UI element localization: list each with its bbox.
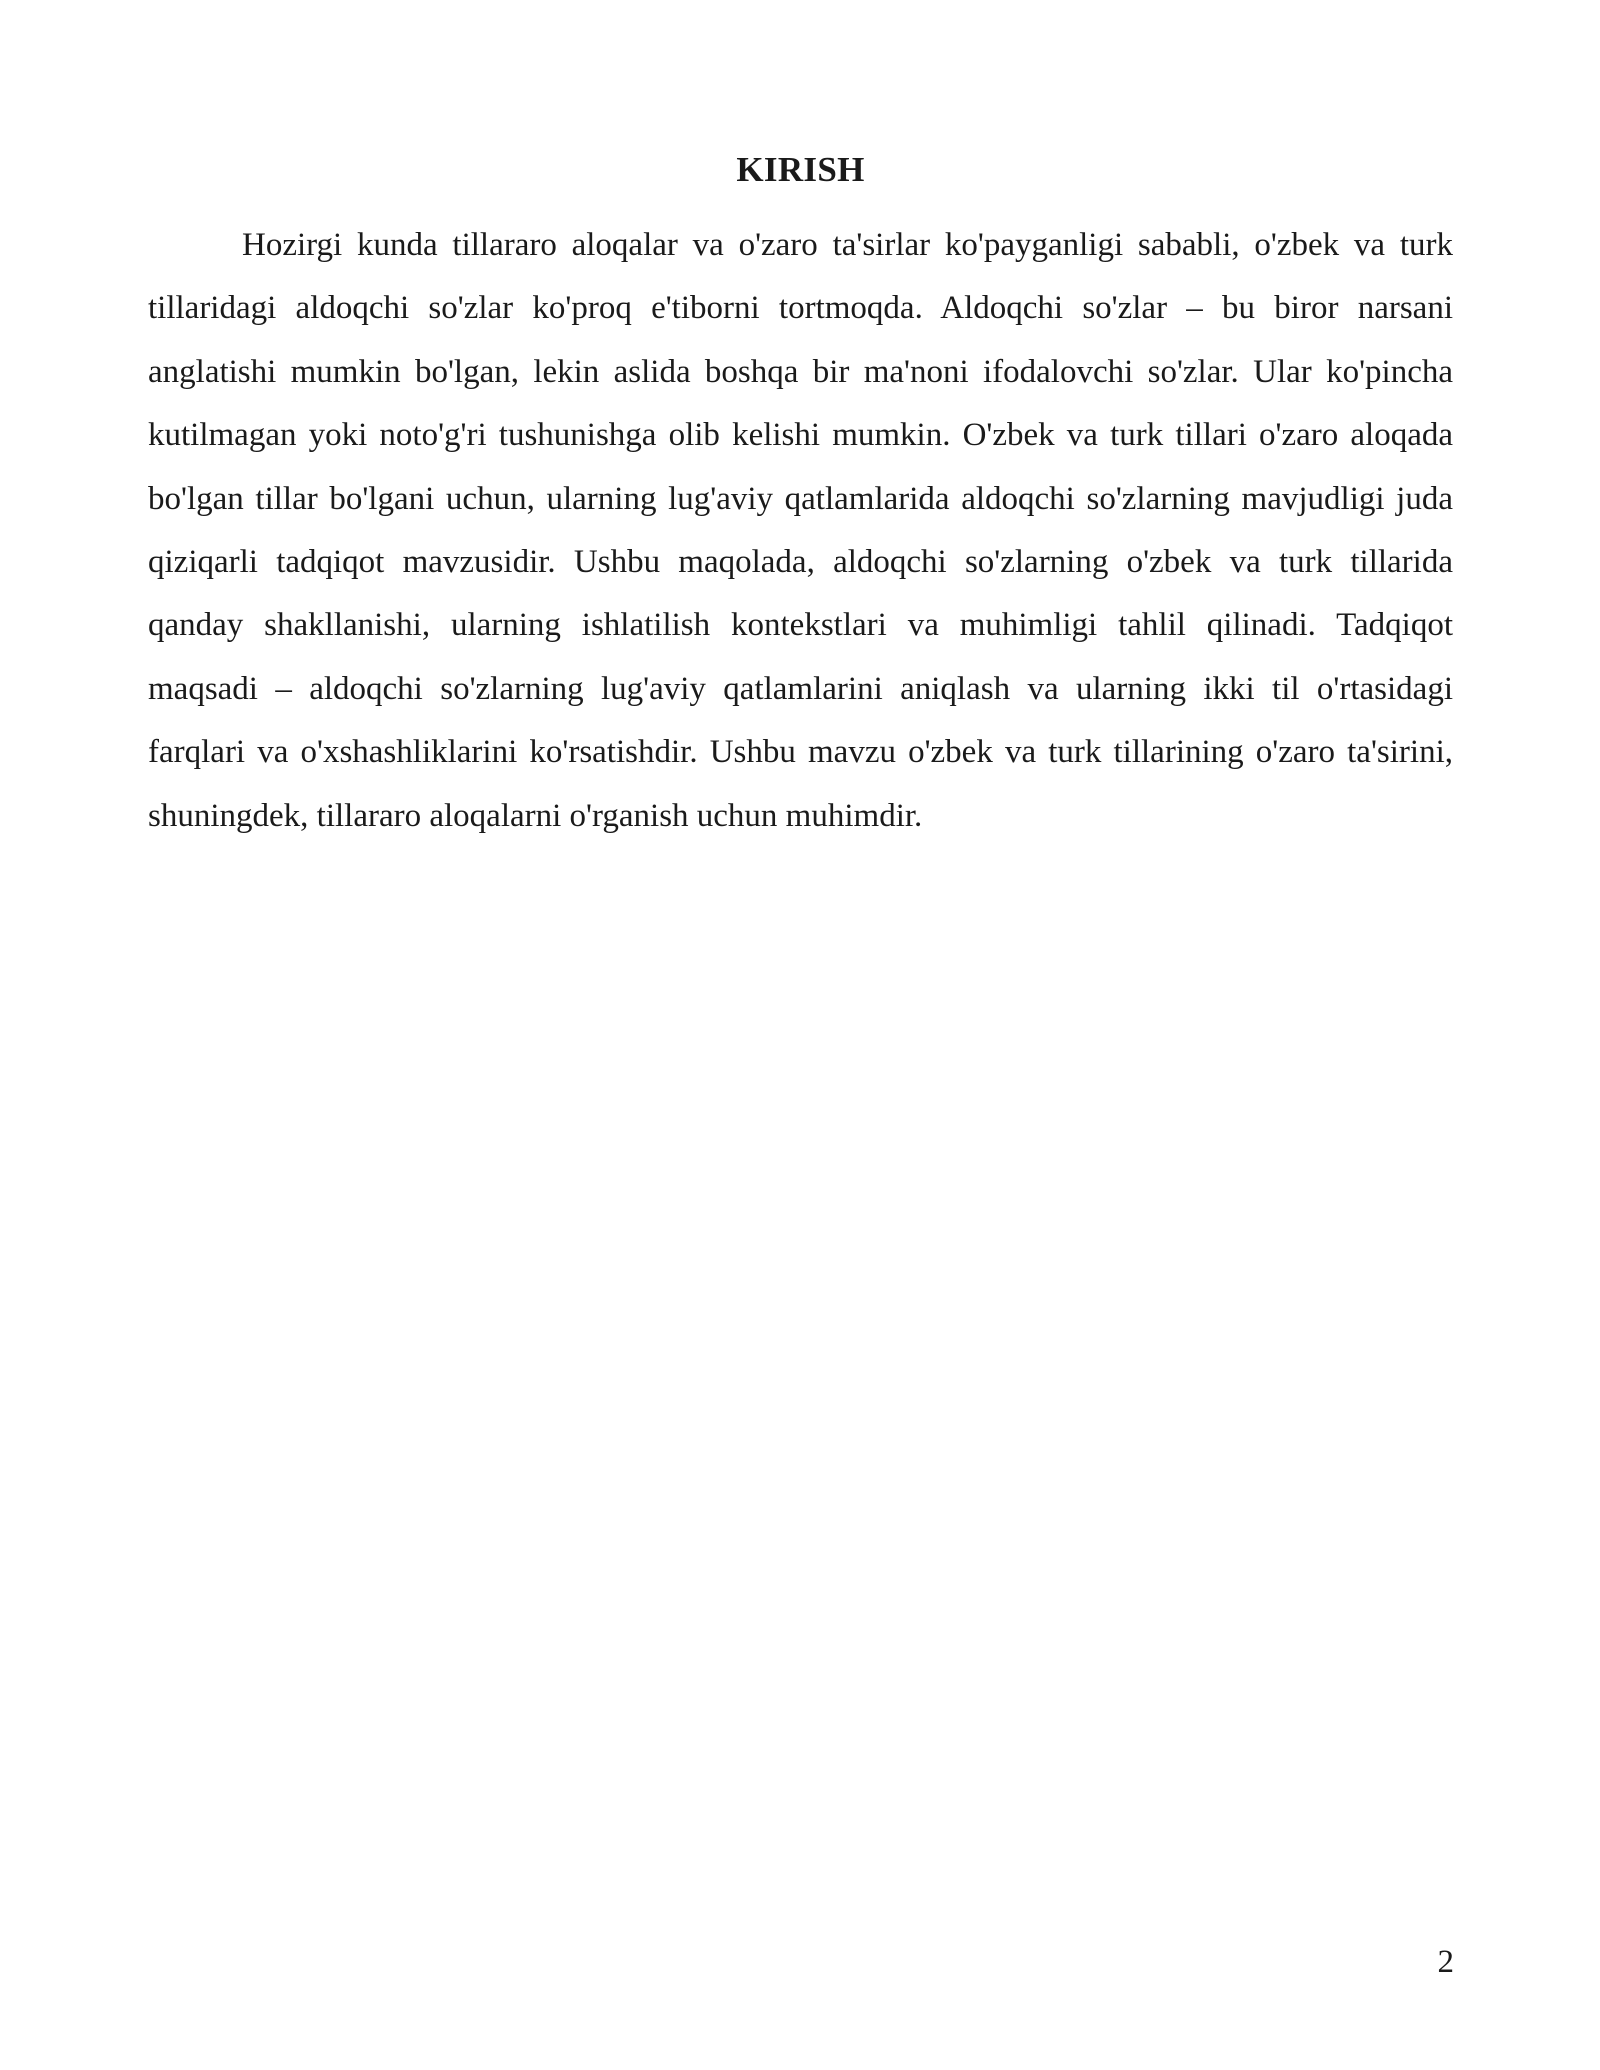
page-content: [148, 148, 1453, 848]
body-paragraph: Hozirgi kunda tillararo aloqalar va o'zaro ta'sirlar ko'payganligi sababli, o'zbek va turk tillaridagi aldoqchi so'zlar ko'proq e'tiborni tortmoqda. Aldoqchi so'zlar – bu biror narsani anglatishi mumkin bo'lgan, lekin aslida boshqa bir ma'noni ifodalovchi so'zlar. Ular ko'pincha kutilmagan yoki noto'g'ri tushunishga olib kelishi mumkin. O'zbek va turk tillari o'zaro aloqada bo'lgan tillar bo'lgani uchun, ularning lug'aviy qatlamlarida aldoqchi so'zlarning mavjudligi juda qiziqarli tadqiqot mavzusidir. Ushbu maqolada, aldoqchi so'zlarning o'zbek va turk tillarida qanday shakllanishi, ularning ishlatilish kontekstlari va muhimligi tahlil qilinadi. Tadqiqot maqsadi – aldoqchi so'zlarning lug'aviy qatlamlarini aniqlash va ularning ikki til o'rtasidagi farqlari va o'xshashliklarini ko'rsatishdir. Ushbu mavzu o'zbek va turk tillarining o'zaro ta'sirini, shuningdek, tillararo aloqalarni o'rganish uchun muhimdir.: [148, 227, 1453, 834]
section-heading: KIRISH: [736, 150, 865, 189]
page-number: 2: [1437, 1944, 1454, 1980]
